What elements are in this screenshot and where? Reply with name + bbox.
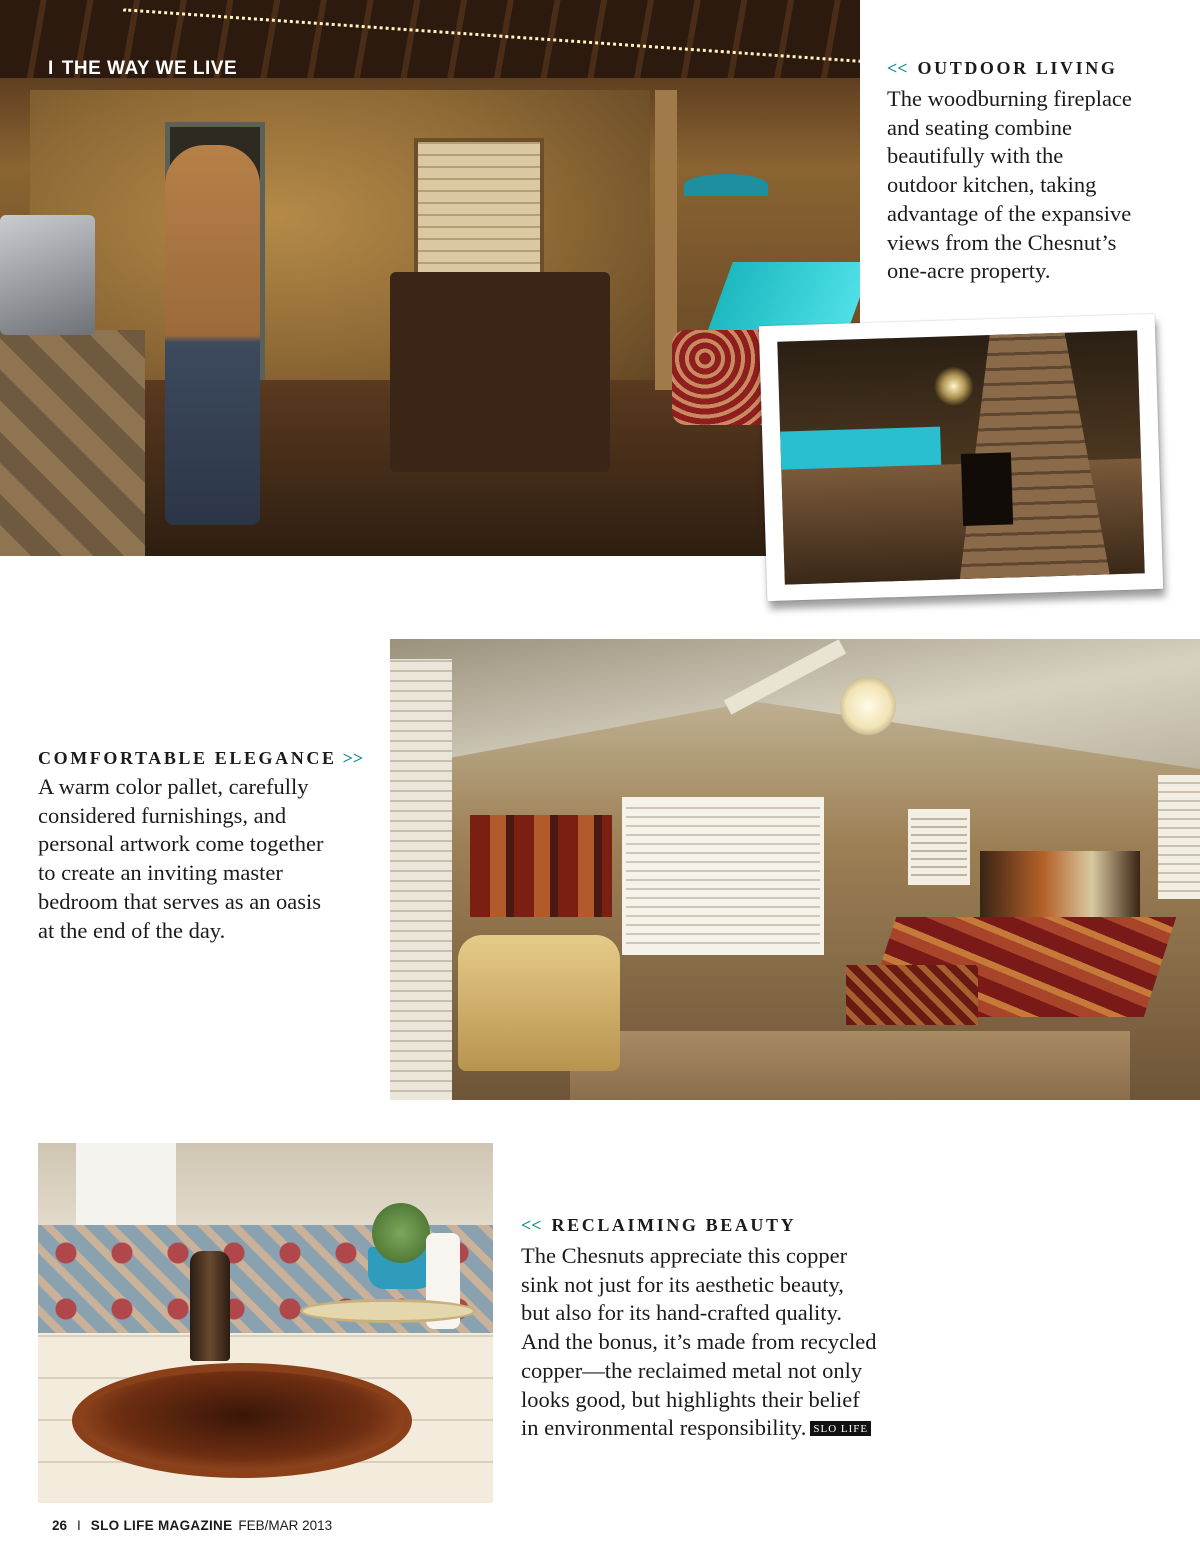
- caption-line: to create an inviting master: [38, 860, 283, 886]
- caption-line: advantage of the expansive: [887, 200, 1132, 226]
- page-number: 26: [52, 1518, 68, 1533]
- caption-line: [521, 1414, 901, 1443]
- faucet: [190, 1251, 230, 1361]
- caption-body: [521, 1242, 901, 1443]
- soap-dish: [300, 1299, 476, 1323]
- patio-photo: [0, 0, 860, 556]
- floor-rug: [570, 1031, 1130, 1100]
- caption-line: looks good, but highlights their belief: [521, 1386, 860, 1412]
- firebox: [961, 452, 1013, 526]
- caption-line: beautifully with the: [887, 143, 1064, 169]
- end-mark-badge: SLO LIFE: [810, 1421, 871, 1436]
- caption-title: OUTDOOR LIVING: [917, 58, 1118, 78]
- caption-line-text: in environmental responsibility.: [521, 1415, 807, 1441]
- bed-bench: [846, 965, 978, 1025]
- vaulted-ceiling: [390, 639, 1200, 769]
- footer-separator: I: [77, 1518, 81, 1533]
- caption-title: RECLAIMING BEAUTY: [551, 1215, 797, 1235]
- caption-line: And the bonus, it’s made from recycled: [521, 1329, 877, 1355]
- caption-line: one-acre property.: [887, 258, 1051, 284]
- garden-light: [933, 366, 974, 407]
- caption-line: A warm color pallet, carefully: [38, 774, 309, 799]
- section-title: THE WAY WE LIVE: [61, 58, 238, 79]
- bathroom-door: [76, 1143, 176, 1225]
- closet-shutters: [390, 659, 452, 1100]
- section-bar: I: [48, 58, 54, 79]
- section-header: [48, 58, 237, 80]
- armchair: [458, 935, 620, 1071]
- small-window: [908, 809, 970, 885]
- outdoor-kitchen-counter: [0, 330, 145, 556]
- caption-line: and seating combine: [887, 114, 1072, 140]
- patio-sofa: [390, 272, 610, 472]
- caption-line: personal artwork come together: [38, 831, 324, 857]
- chevron-left-icon: <<: [887, 58, 908, 78]
- pendant-lamp: [840, 677, 896, 735]
- caption-title: COMFORTABLE ELEGANCE: [38, 748, 337, 768]
- magazine-name: SLO LIFE MAGAZINE: [90, 1518, 233, 1533]
- outdoor-grill: [0, 215, 95, 335]
- caption-body: [38, 773, 378, 945]
- copper-sink-photo: [38, 1143, 493, 1503]
- caption-line: views from the Chesnut’s: [887, 229, 1117, 255]
- caption-heading: [887, 57, 1187, 79]
- chevron-right-icon: >>: [342, 748, 364, 768]
- caption-reclaiming-beauty: [521, 1214, 901, 1443]
- caption-line: copper—the reclaimed metal not only: [521, 1357, 863, 1383]
- copper-basin: [72, 1363, 412, 1478]
- man-at-grill: [165, 145, 260, 525]
- issue-date: FEB/MAR 2013: [238, 1518, 333, 1533]
- page-footer: [52, 1518, 332, 1533]
- bedroom-photo: [390, 639, 1200, 1100]
- fireplace-photo-frame: [759, 314, 1163, 601]
- caption-heading: [38, 747, 378, 769]
- caption-line: considered furnishings, and: [38, 802, 287, 828]
- caption-outdoor-living: [887, 57, 1187, 286]
- pool-umbrella: [684, 174, 768, 196]
- caption-comfortable-elegance: [38, 747, 378, 945]
- caption-line: at the end of the day.: [38, 917, 226, 943]
- chevron-left-icon: <<: [521, 1215, 542, 1235]
- caption-line: but also for its hand-crafted quality.: [521, 1300, 842, 1326]
- succulent-plant: [372, 1203, 430, 1263]
- window-shutters: [622, 797, 824, 955]
- caption-line: bedroom that serves as an oasis: [38, 888, 322, 914]
- caption-body: [887, 85, 1187, 286]
- caption-line: The Chesnuts appreciate this copper: [521, 1243, 848, 1268]
- caption-line: outdoor kitchen, taking: [887, 172, 1097, 198]
- caption-line: sink not just for its aesthetic beauty,: [521, 1271, 844, 1297]
- caption-heading: [521, 1214, 901, 1236]
- caption-line: The woodburning fireplace: [887, 86, 1132, 111]
- patio-window: [414, 138, 544, 278]
- wall-artwork: [470, 815, 612, 917]
- right-window: [1158, 775, 1200, 899]
- fireplace-photo: [777, 330, 1144, 584]
- patio-pool: [707, 262, 860, 332]
